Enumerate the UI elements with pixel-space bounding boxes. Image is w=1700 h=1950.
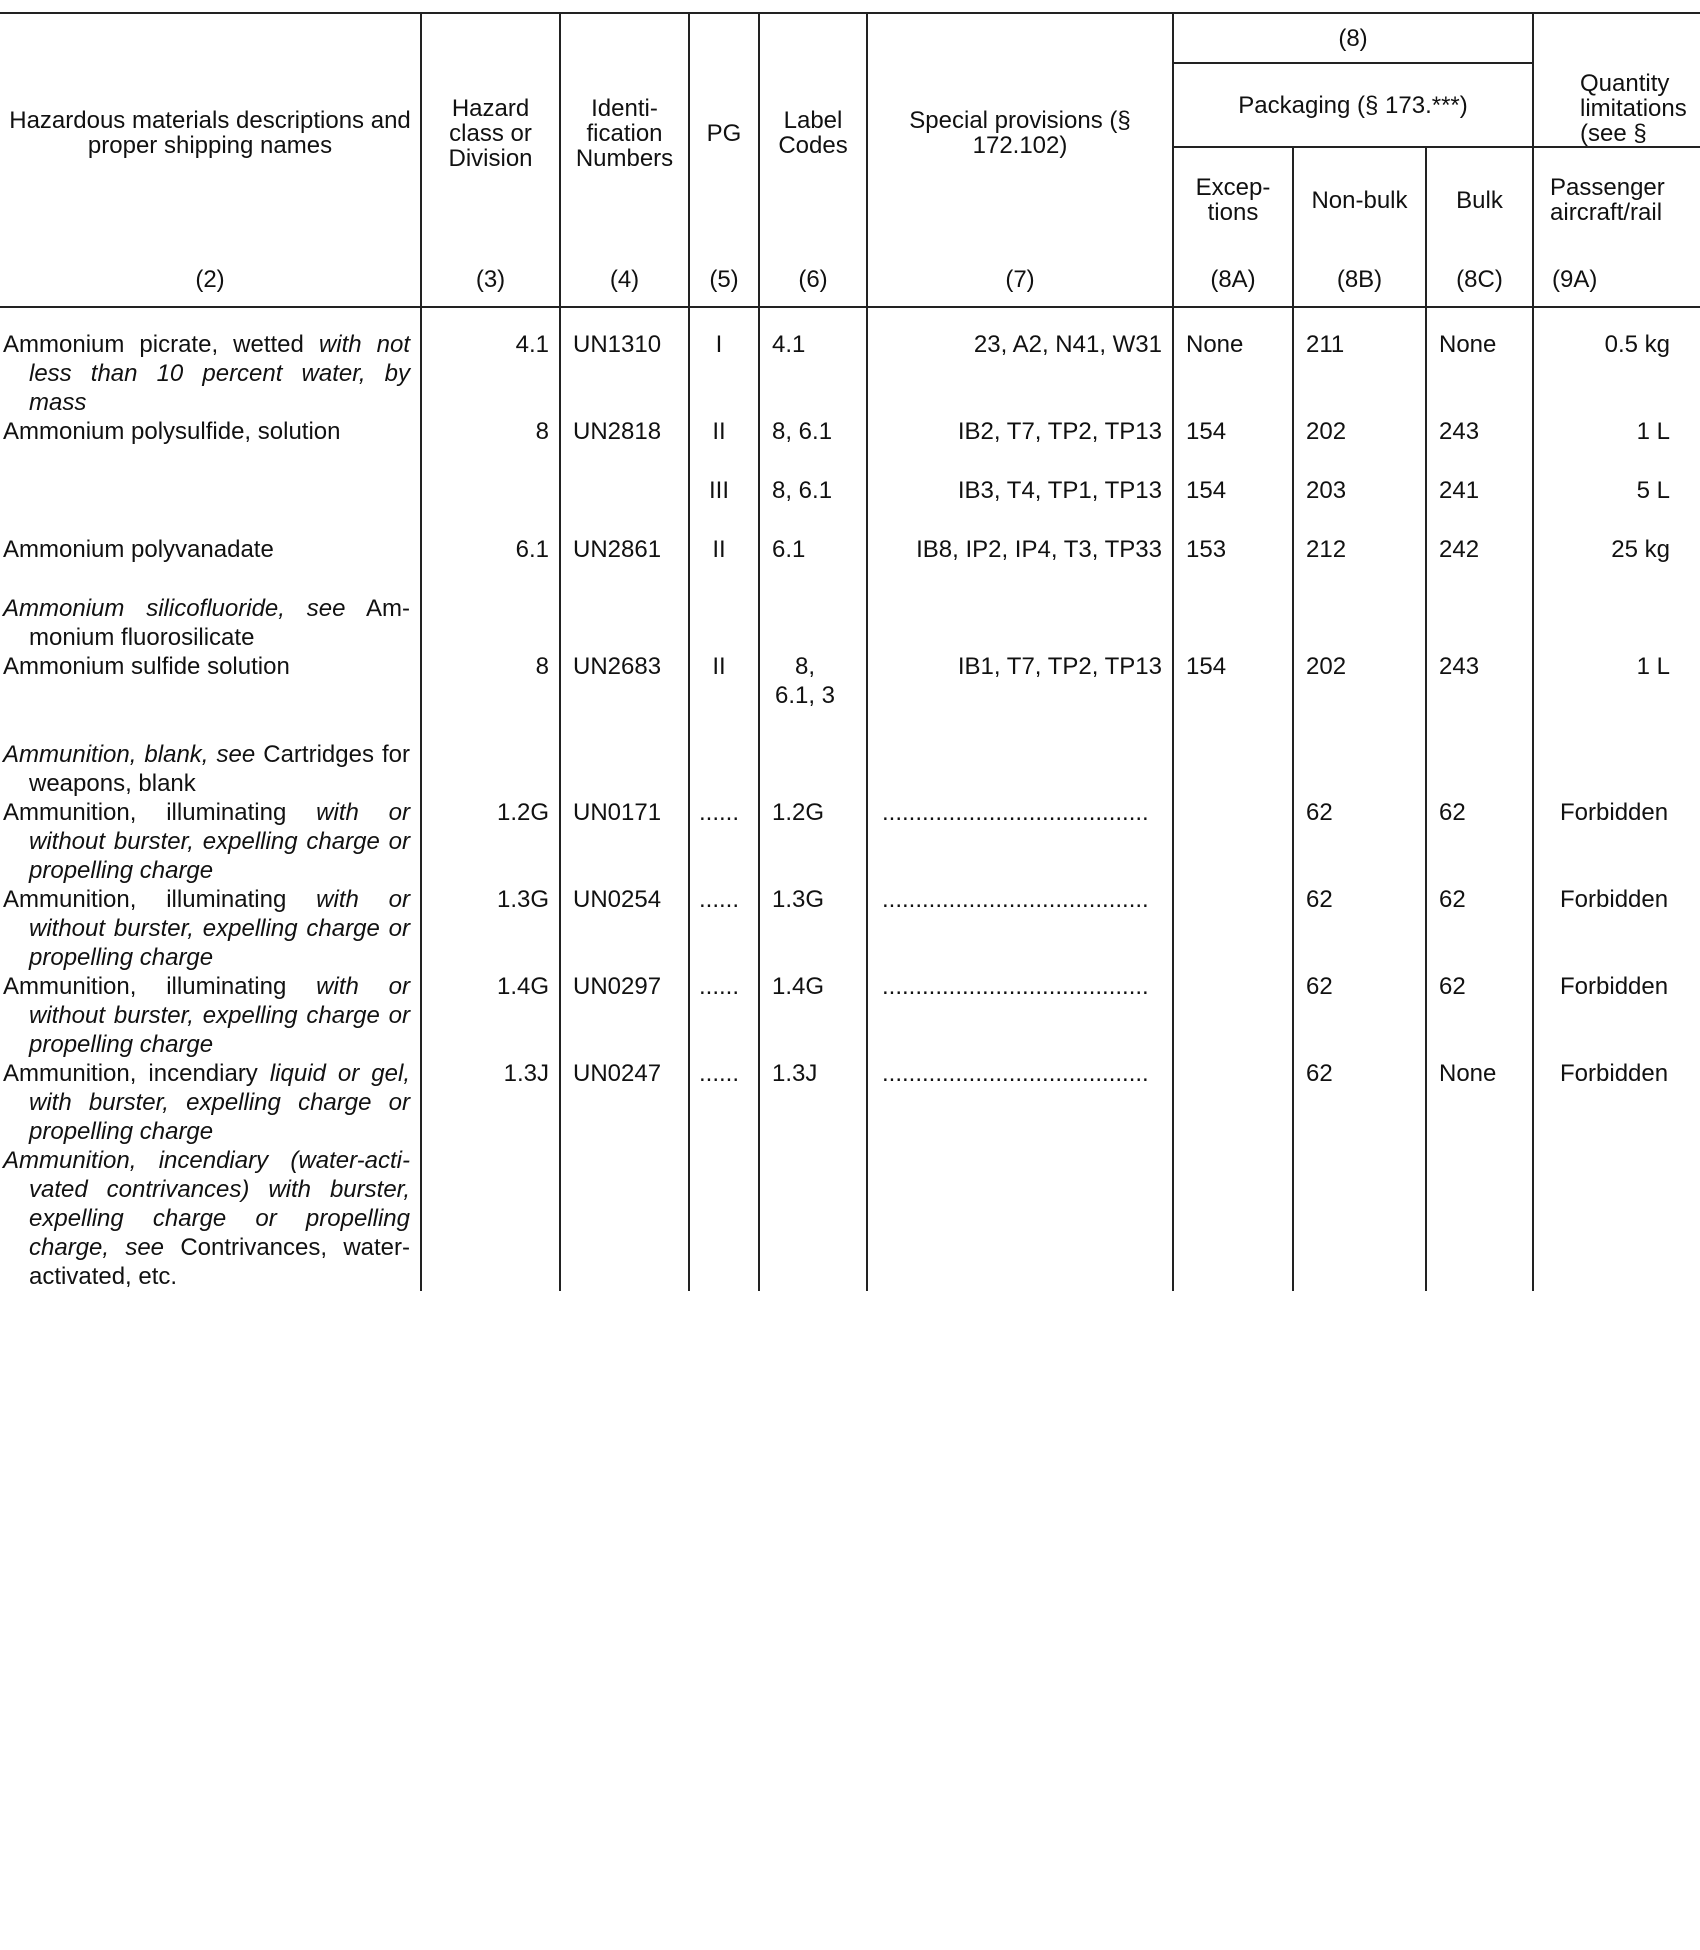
col-number: (6): [759, 252, 867, 307]
label-codes-cell: [759, 740, 867, 798]
exceptions-cell: [1173, 1059, 1293, 1146]
hazard-class-cell: 8: [421, 652, 560, 710]
label-codes-text: 1.2G: [772, 799, 825, 826]
bulk-cell: None: [1426, 1059, 1533, 1146]
description-text: Ammunition, illuminating: [3, 973, 287, 1000]
description-cell: [0, 476, 421, 505]
spacer-cell: [689, 710, 759, 740]
id-number-cell: [560, 740, 689, 798]
label-codes-text: 1.3J: [772, 1060, 818, 1087]
hazard-class-cell: 1.4G: [421, 972, 560, 1059]
label-codes-cell: [759, 307, 867, 417]
table-row: [0, 535, 1700, 564]
non-bulk-cell: 203: [1293, 476, 1426, 505]
bulk-cell: None: [1426, 307, 1533, 417]
spacer-cell: [1426, 564, 1533, 594]
hazard-class-cell: 1.3J: [421, 1059, 560, 1146]
hazard-class-cell: [421, 476, 560, 505]
spacer-cell: [0, 446, 421, 476]
table-row: [0, 798, 1700, 885]
table-row: [0, 476, 1700, 505]
packing-group-cell: II: [689, 535, 759, 564]
exceptions-cell: [1173, 798, 1293, 885]
col5-header: PG: [689, 13, 759, 252]
packing-group-cell: ......: [689, 798, 759, 885]
label-codes-cell: [759, 652, 867, 710]
passenger-quantity-cell: Forbidden: [1533, 972, 1700, 1059]
packing-group-cell: [689, 594, 759, 652]
packing-group-cell: [689, 740, 759, 798]
row-spacer: [0, 564, 1700, 594]
col4-header: Identi- fication Numbers: [560, 13, 689, 252]
non-bulk-cell: 62: [1293, 1059, 1426, 1146]
spacer-cell: [1426, 710, 1533, 740]
col-number: (5): [689, 252, 759, 307]
passenger-quantity-cell: [1533, 1146, 1700, 1291]
bulk-cell: 243: [1426, 417, 1533, 446]
description-text: Ammunition, illuminating: [3, 799, 287, 826]
special-provisions-cell: [867, 740, 1173, 798]
special-provisions-cell: IB8, IP2, IP4, T3, TP33: [867, 535, 1173, 564]
col2-header: Hazardous materials descriptions and proper shipping names: [0, 13, 421, 252]
spacer-cell: [421, 505, 560, 535]
col-number: (3): [421, 252, 560, 307]
label-codes-cell: [759, 417, 867, 446]
packing-group-cell: ......: [689, 972, 759, 1059]
special-provisions-cell: ........................................: [867, 885, 1173, 972]
label-codes-cell: [759, 1146, 867, 1291]
row-spacer: [0, 710, 1700, 740]
label-codes-text: 8, 6.1, 3: [774, 653, 836, 709]
passenger-quantity-cell: Forbidden: [1533, 1059, 1700, 1146]
spacer-cell: [421, 564, 560, 594]
description-cell: [0, 594, 421, 652]
id-number-cell: UN0254: [560, 885, 689, 972]
col8c-header: Bulk: [1426, 147, 1533, 252]
description-italic-text: Ammunition, incendiary (water-acti- vated contrivances) with burster, expelling charge or propelling charge, see: [3, 1147, 410, 1261]
table-row: [0, 307, 1700, 417]
description-text: Ammonium picrate, wetted: [3, 331, 304, 358]
spacer-cell: [689, 505, 759, 535]
packing-group-cell: [689, 1146, 759, 1291]
spacer-cell: [689, 564, 759, 594]
non-bulk-cell: 62: [1293, 972, 1426, 1059]
label-codes-text: 6.1: [772, 536, 806, 563]
special-provisions-cell: ........................................: [867, 798, 1173, 885]
id-number-cell: UN0297: [560, 972, 689, 1059]
id-number-cell: UN2861: [560, 535, 689, 564]
description-text: Am- monium fluorosilicate: [29, 595, 411, 651]
description-cell: [0, 885, 421, 972]
spacer-cell: [759, 446, 867, 476]
spacer-cell: [560, 710, 689, 740]
label-codes-text: 8, 6.1: [772, 418, 833, 445]
special-provisions-cell: [867, 1146, 1173, 1291]
description-text: Cartridges for weapons, blank: [29, 741, 410, 797]
description-italic-text: with or without burster, expelling charge or propelling charge: [29, 973, 411, 1058]
table-row: [0, 1146, 1700, 1291]
hazard-class-cell: [421, 740, 560, 798]
spacer-cell: [759, 505, 867, 535]
id-number-cell: [560, 594, 689, 652]
label-codes-cell: [759, 972, 867, 1059]
special-provisions-cell: IB3, T4, TP1, TP13: [867, 476, 1173, 505]
spacer-cell: [867, 564, 1173, 594]
label-codes-cell: [759, 594, 867, 652]
label-codes-text: 1.4G: [772, 973, 825, 1000]
id-number-cell: UN0171: [560, 798, 689, 885]
description-cell: [0, 307, 421, 417]
label-codes-cell: [759, 1059, 867, 1146]
hazard-class-cell: [421, 594, 560, 652]
non-bulk-cell: 202: [1293, 417, 1426, 446]
spacer-cell: [1533, 710, 1700, 740]
spacer-cell: [560, 505, 689, 535]
description-italic-text: Ammunition, blank, see: [3, 741, 256, 768]
spacer-cell: [759, 564, 867, 594]
special-provisions-cell: ........................................: [867, 1059, 1173, 1146]
row-spacer: [0, 446, 1700, 476]
hazard-class-cell: [421, 1146, 560, 1291]
spacer-cell: [1533, 505, 1700, 535]
passenger-quantity-cell: 0.5 kg: [1533, 307, 1700, 417]
col-number: (9A): [1533, 252, 1700, 307]
packing-group-cell: III: [689, 476, 759, 505]
description-cell: [0, 417, 421, 446]
col-number: (2): [0, 252, 421, 307]
description-text: Ammonium polyvanadate: [3, 536, 274, 563]
quantity-group-header: Quantity limitations (see §: [1533, 63, 1700, 147]
col-number: (8A): [1173, 252, 1293, 307]
hazard-class-cell: 1.2G: [421, 798, 560, 885]
description-cell: [0, 1059, 421, 1146]
bulk-cell: 62: [1426, 885, 1533, 972]
spacer-cell: [759, 710, 867, 740]
spacer-cell: [1533, 446, 1700, 476]
col-number: (7): [867, 252, 1173, 307]
spacer-cell: [1173, 710, 1293, 740]
label-codes-cell: [759, 885, 867, 972]
id-number-cell: [560, 1146, 689, 1291]
bulk-cell: 242: [1426, 535, 1533, 564]
col-number: (8C): [1426, 252, 1533, 307]
hazmat-table: [0, 12, 1700, 1291]
id-number-cell: UN2683: [560, 652, 689, 710]
spacer-cell: [1173, 505, 1293, 535]
hazard-class-cell: 8: [421, 417, 560, 446]
spacer-cell: [1293, 710, 1426, 740]
description-cell: [0, 972, 421, 1059]
bulk-cell: 62: [1426, 798, 1533, 885]
description-italic-text: with not less than 10 percent water, by mass: [29, 331, 410, 416]
non-bulk-cell: 212: [1293, 535, 1426, 564]
table-row: [0, 417, 1700, 446]
spacer-cell: [867, 446, 1173, 476]
non-bulk-cell: [1293, 740, 1426, 798]
non-bulk-cell: 62: [1293, 798, 1426, 885]
exceptions-cell: [1173, 972, 1293, 1059]
spacer-cell: [1293, 446, 1426, 476]
passenger-quantity-cell: 1 L: [1533, 417, 1700, 446]
label-codes-cell: [759, 798, 867, 885]
description-cell: [0, 740, 421, 798]
col6-header: Label Codes: [759, 13, 867, 252]
passenger-quantity-cell: [1533, 594, 1700, 652]
passenger-quantity-cell: Forbidden: [1533, 885, 1700, 972]
description-cell: [0, 1146, 421, 1291]
table-row: [0, 652, 1700, 710]
description-italic-text: with or without burster, expelling charge or propelling charge: [29, 799, 411, 884]
description-text: Ammonium sulfide solution: [3, 653, 290, 680]
col8a-header: Excep- tions: [1173, 147, 1293, 252]
non-bulk-cell: [1293, 594, 1426, 652]
label-codes-text: 8, 6.1: [772, 477, 833, 504]
bulk-cell: 243: [1426, 652, 1533, 710]
table-row: [0, 972, 1700, 1059]
special-provisions-cell: [867, 594, 1173, 652]
bulk-cell: 62: [1426, 972, 1533, 1059]
col7-header: Special provisions (§ 172.102): [867, 13, 1173, 252]
table-row: [0, 740, 1700, 798]
exceptions-cell: [1173, 594, 1293, 652]
spacer-cell: [560, 446, 689, 476]
row-spacer: [0, 505, 1700, 535]
packing-group-cell: ......: [689, 885, 759, 972]
col8b-header: Non-bulk: [1293, 147, 1426, 252]
spacer-cell: [0, 564, 421, 594]
col-number: (4): [560, 252, 689, 307]
label-codes-text: 4.1: [772, 331, 806, 358]
packing-group-cell: I: [689, 307, 759, 417]
bulk-cell: [1426, 594, 1533, 652]
spacer-cell: [1173, 564, 1293, 594]
exceptions-cell: 154: [1173, 417, 1293, 446]
packing-group-cell: II: [689, 417, 759, 446]
spacer-cell: [1426, 505, 1533, 535]
col9a-header: Passenger aircraft/rail: [1533, 147, 1700, 252]
passenger-quantity-cell: 1 L: [1533, 652, 1700, 710]
special-provisions-cell: 23, A2, N41, W31: [867, 307, 1173, 417]
exceptions-cell: 153: [1173, 535, 1293, 564]
exceptions-cell: None: [1173, 307, 1293, 417]
label-codes-cell: [759, 476, 867, 505]
bulk-cell: [1426, 740, 1533, 798]
hazard-class-cell: 6.1: [421, 535, 560, 564]
spacer-cell: [1533, 564, 1700, 594]
label-codes-text: 1.3G: [772, 886, 825, 913]
description-cell: [0, 535, 421, 564]
spacer-cell: [1173, 446, 1293, 476]
col3-header: Hazard class or Division: [421, 13, 560, 252]
special-provisions-cell: ........................................: [867, 972, 1173, 1059]
spacer-cell: [867, 505, 1173, 535]
description-text: Contrivances, water- activated, etc.: [29, 1234, 410, 1290]
passenger-quantity-cell: [1533, 740, 1700, 798]
packing-group-cell: II: [689, 652, 759, 710]
table-row: [0, 1059, 1700, 1146]
exceptions-cell: 154: [1173, 652, 1293, 710]
spacer-cell: [1293, 505, 1426, 535]
label-codes-cell: [759, 535, 867, 564]
passenger-quantity-cell: 5 L: [1533, 476, 1700, 505]
non-bulk-cell: 202: [1293, 652, 1426, 710]
id-number-cell: UN1310: [560, 307, 689, 417]
hazard-class-cell: 1.3G: [421, 885, 560, 972]
passenger-quantity-cell: Forbidden: [1533, 798, 1700, 885]
packing-group-cell: ......: [689, 1059, 759, 1146]
description-cell: [0, 798, 421, 885]
exceptions-cell: [1173, 740, 1293, 798]
bulk-cell: 241: [1426, 476, 1533, 505]
non-bulk-cell: 62: [1293, 885, 1426, 972]
spacer-cell: [0, 710, 421, 740]
spacer-cell: [421, 446, 560, 476]
spacer-cell: [1426, 446, 1533, 476]
special-provisions-cell: IB2, T7, TP2, TP13: [867, 417, 1173, 446]
group8-number: (8): [1173, 13, 1533, 63]
id-number-cell: UN0247: [560, 1059, 689, 1146]
bulk-cell: [1426, 1146, 1533, 1291]
passenger-quantity-cell: 25 kg: [1533, 535, 1700, 564]
col-number: (8B): [1293, 252, 1426, 307]
description-text: Ammunition, illuminating: [3, 886, 287, 913]
packaging-group-header: Packaging (§ 173.***): [1173, 63, 1533, 147]
special-provisions-cell: IB1, T7, TP2, TP13: [867, 652, 1173, 710]
id-number-cell: [560, 476, 689, 505]
table-row: [0, 594, 1700, 652]
exceptions-cell: 154: [1173, 476, 1293, 505]
non-bulk-cell: [1293, 1146, 1426, 1291]
exceptions-cell: [1173, 885, 1293, 972]
hazard-class-cell: 4.1: [421, 307, 560, 417]
table-row: [0, 885, 1700, 972]
description-text: Ammonium polysulfide, solution: [3, 418, 341, 445]
spacer-cell: [560, 564, 689, 594]
spacer-cell: [1293, 564, 1426, 594]
description-italic-text: with or without burster, expelling charge or propelling charge: [29, 886, 411, 971]
spacer-cell: [867, 710, 1173, 740]
non-bulk-cell: 211: [1293, 307, 1426, 417]
spacer-cell: [0, 505, 421, 535]
id-number-cell: UN2818: [560, 417, 689, 446]
description-cell: [0, 652, 421, 710]
spacer-cell: [689, 446, 759, 476]
description-italic-text: Ammonium silicofluoride, see: [3, 595, 346, 622]
description-italic-text: liquid or gel, with burster, expelling charge or propelling charge: [29, 1060, 410, 1145]
spacer-cell: [421, 710, 560, 740]
description-text: Ammunition, incendiary: [3, 1060, 258, 1087]
exceptions-cell: [1173, 1146, 1293, 1291]
